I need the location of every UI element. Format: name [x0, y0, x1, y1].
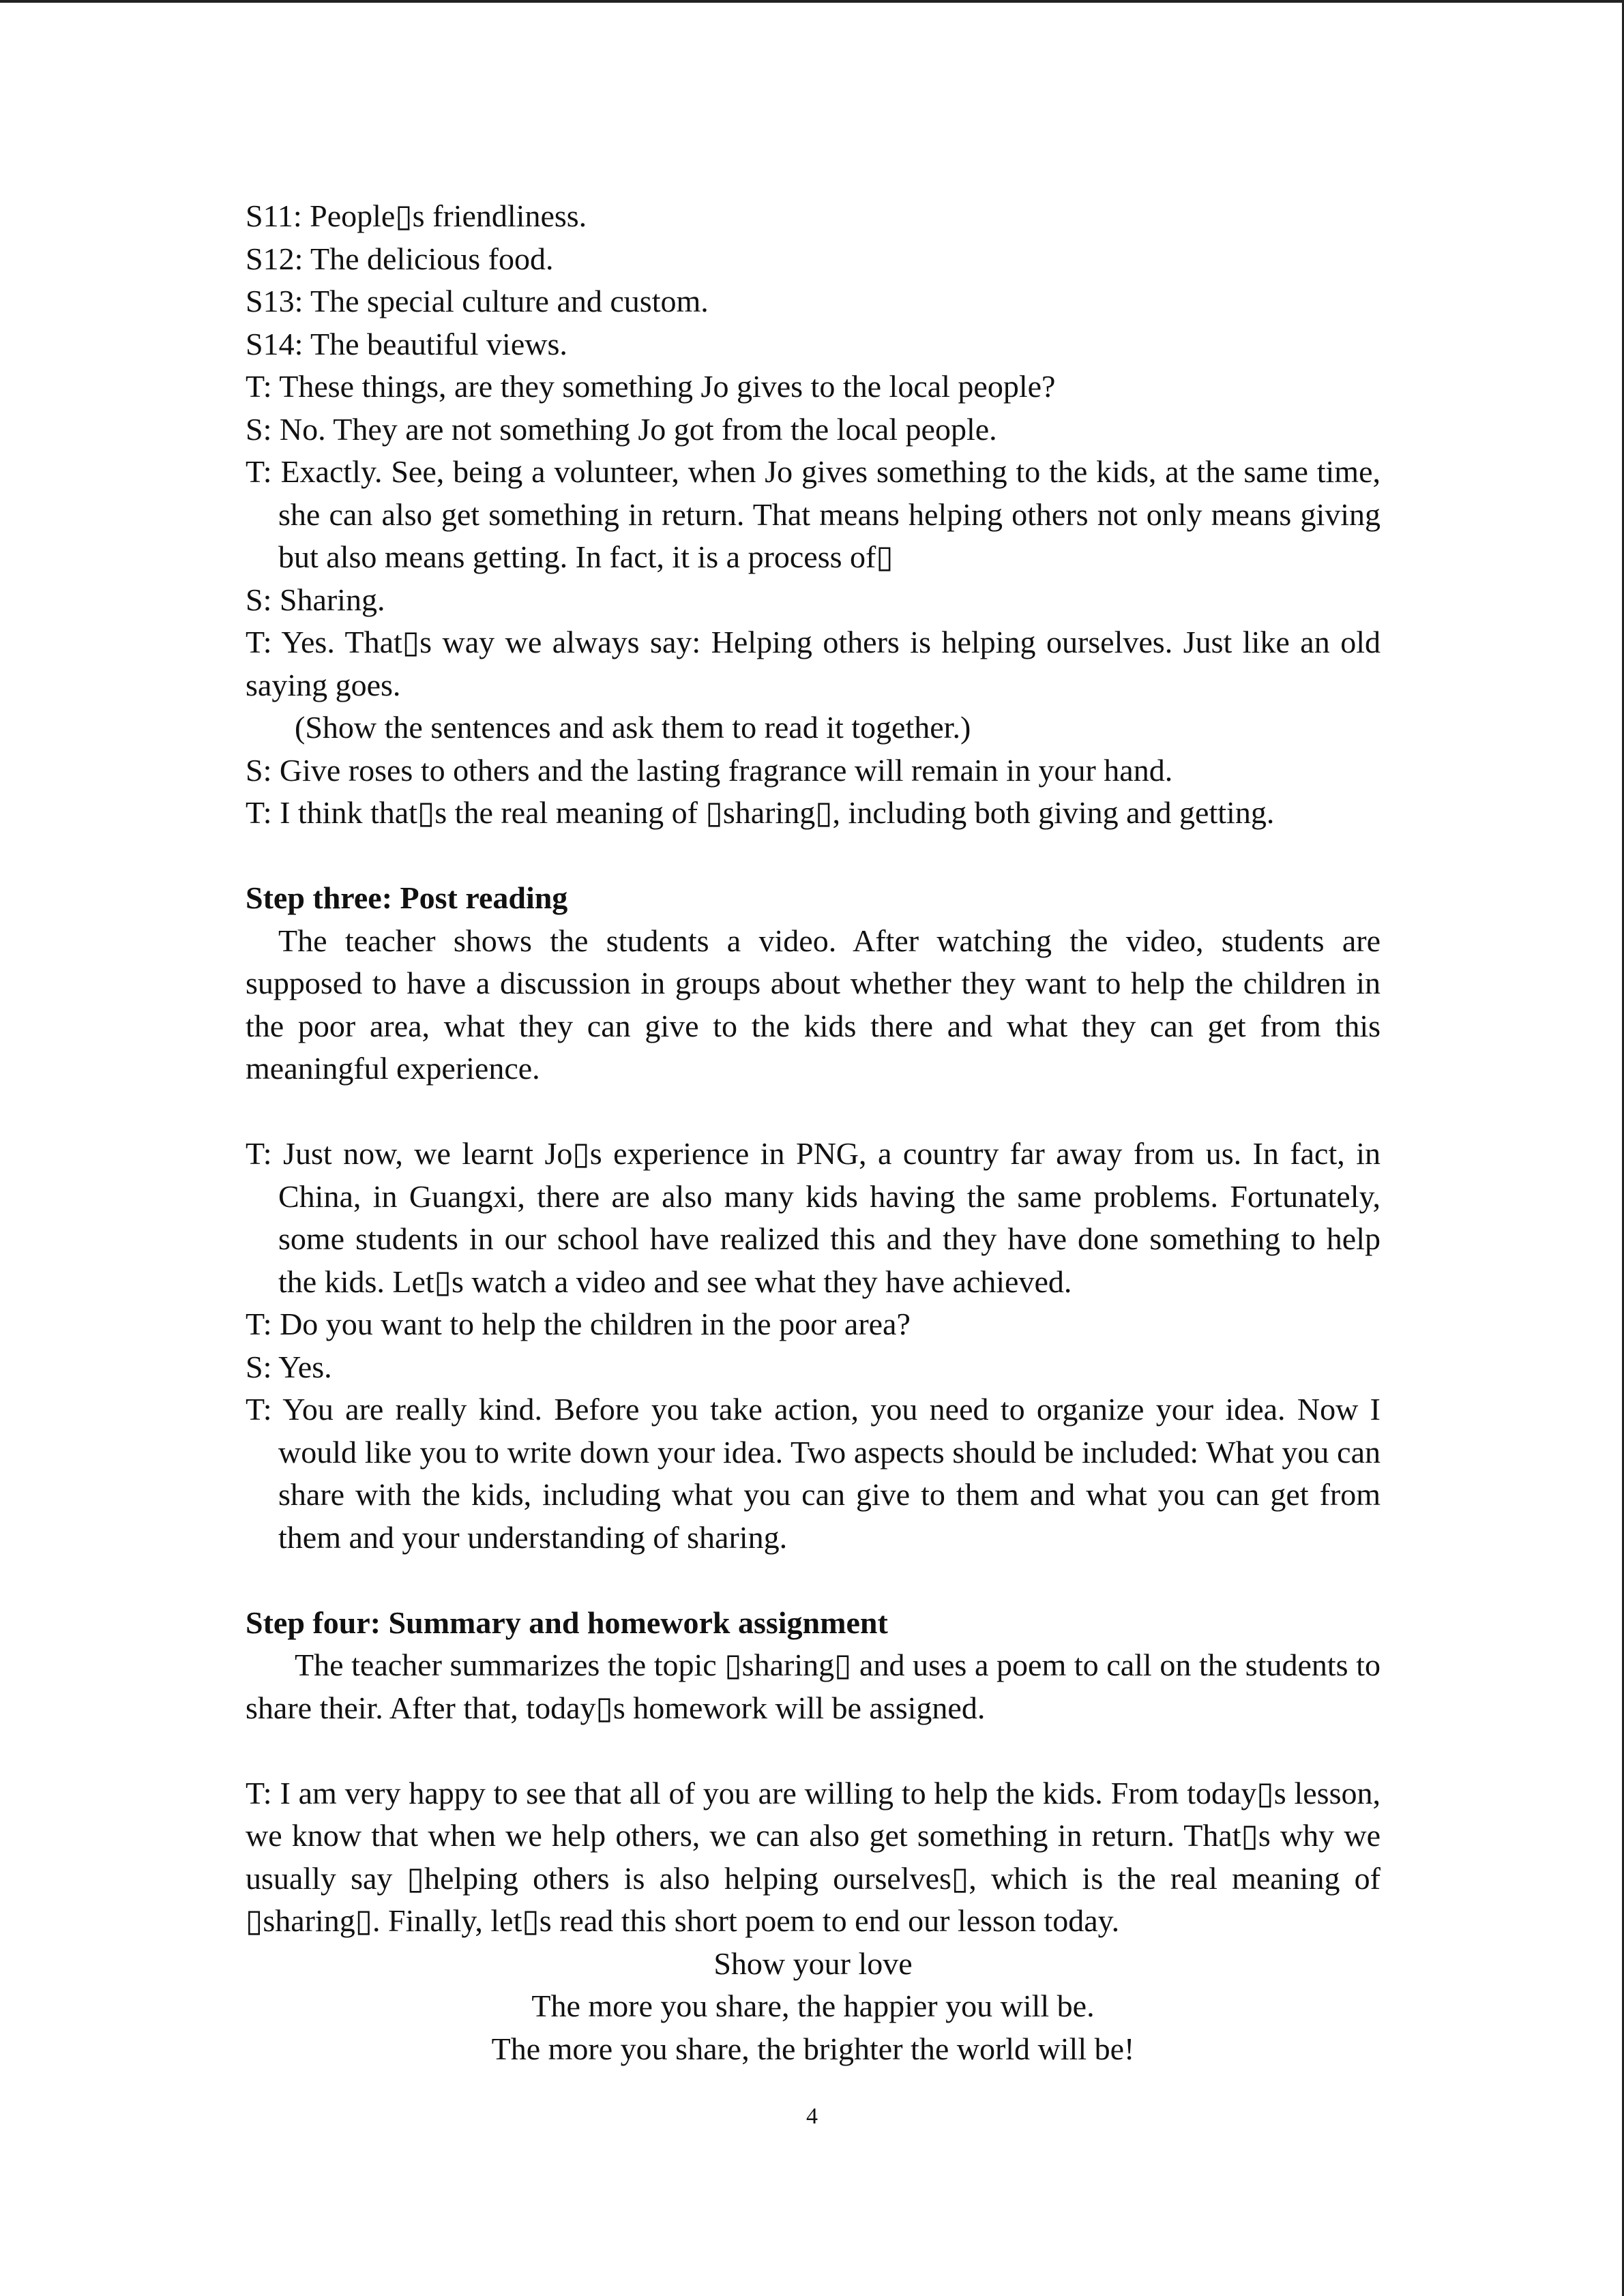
- dialogue-line: T: I think that▯s the real meaning of ▯sharing▯, including both giving and getting.: [246, 795, 1275, 830]
- poem-line: The more you share, the happier you will be.: [531, 1988, 1095, 2023]
- section-description: The teacher shows the students a video. After watching the video, students are supposed to have a discussion in groups about whether they want to help the children in the poor area, what they can give to the kids there and what they can get from this meaningful experience.: [246, 923, 1381, 1086]
- top-border: [0, 0, 1624, 3]
- dialogue-line: S: Yes.: [246, 1349, 332, 1384]
- section-description: The teacher summarizes the topic ▯sharing▯ and uses a poem to call on the students to share their. After that, today▯s homework will be assigned.: [246, 1648, 1381, 1725]
- dialogue-line: T: Yes. That▯s way we always say: Helping others is helping ourselves. Just like an old saying goes.: [246, 625, 1381, 702]
- dialogue-line: T: These things, are they something Jo gives to the local people?: [246, 369, 1056, 404]
- poem-title: Show your love: [713, 1945, 913, 1981]
- dialogue-line: T: You are really kind. Before you take action, you need to organize your idea. Now I would like you to write down your idea. Two aspects should be included: What you can share with the kids, including what you can give to them and what you can get from them and your understanding of sharing.: [246, 1392, 1381, 1555]
- dialogue-line: S12: The delicious food.: [246, 241, 554, 276]
- dialogue-line: T: Do you want to help the children in the poor area?: [246, 1307, 911, 1341]
- section-heading: Step four: Summary and homework assignment: [246, 1605, 888, 1640]
- dialogue-line: S13: The special culture and custom.: [246, 284, 709, 318]
- section-heading: Step three: Post reading: [246, 880, 568, 915]
- dialogue-line: T: Exactly. See, being a volunteer, when Jo gives something to the kids, at the same time, she can also get something in return. That means helping others not only means giving but also means getting. In fact, it is a process of▯: [246, 454, 1381, 574]
- dialogue-line: S: Sharing.: [246, 582, 385, 617]
- dialogue-line: T: I am very happy to see that all of you are willing to help the kids. From today▯s lesson, we know that when we help others, we can also get something in return. That▯s why we usually say ▯helping others is also helping ourselves▯, which is the real meaning of ▯sharing▯. Finally, let▯s read this short poem to end our lesson today.: [246, 1775, 1381, 1938]
- poem-line: The more you share, the brighter the world will be!: [491, 2031, 1135, 2066]
- document-body: [246, 195, 1381, 2070]
- dialogue-line: S: Give roses to others and the lasting fragrance will remain in your hand.: [246, 752, 1173, 788]
- dialogue-line: S: No. They are not something Jo got from the local people.: [246, 411, 997, 447]
- dialogue-line: T: Just now, we learnt Jo▯s experience in PNG, a country far away from us. In fact, in China, in Guangxi, there are also many kids having the same problems. Fortunately, some students in our school have realized this and they have done something to help the kids. Let▯s watch a video and see what they have achieved.: [246, 1136, 1381, 1299]
- dialogue-line: S11: People▯s friendliness.: [246, 198, 587, 233]
- stage-direction: (Show the sentences and ask them to read it together.): [295, 710, 971, 745]
- page-number: 4: [806, 2104, 818, 2129]
- dialogue-line: S14: The beautiful views.: [246, 326, 567, 361]
